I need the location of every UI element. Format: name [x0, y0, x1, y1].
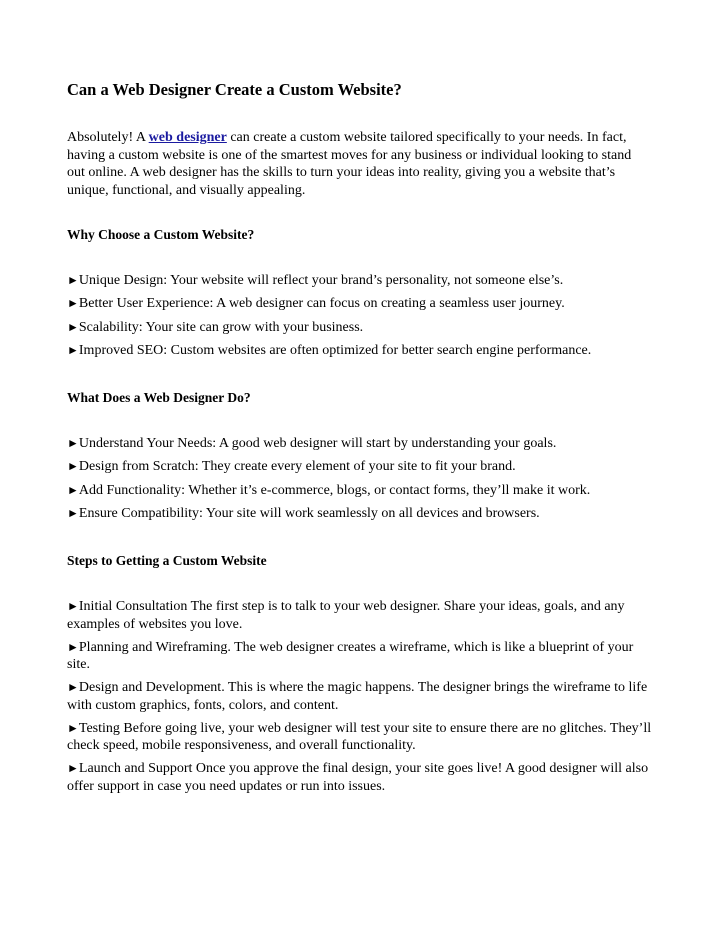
intro-text-after: can create a custom website tailored specifically to your needs. In fact, having a custom website is one of the smartest moves for any business or individual looking to stand out online. A web designer has the skills to turn your ideas into reality, giving you a website that’s unique, functional, and visually appealing. [67, 130, 632, 198]
list-item: ►Initial Consultation The first step is to talk to your web designer. Share your ideas, goals, and any examples of websites you love. [67, 599, 625, 632]
intro-paragraph [67, 129, 652, 199]
bullet-arrow-icon: ► [67, 342, 79, 357]
bullet-arrow-icon: ► [67, 319, 79, 334]
intro-text-before: Absolutely! A [67, 130, 149, 145]
why-custom-list [67, 272, 652, 365]
bullet-arrow-icon: ► [67, 505, 79, 520]
list-item: ►Add Functionality: Whether it’s e-commerce, blogs, or contact forms, they’ll make it work. [67, 482, 591, 498]
steps-list [67, 598, 652, 801]
bullet-arrow-icon: ► [67, 296, 79, 311]
list-item: ►Launch and Support Once you approve the final design, your site goes live! A good designer will also offer support in case you need updates or run into issues. [67, 761, 649, 794]
list-item: ►Scalability: Your site can grow with your business. [67, 319, 364, 335]
page-title: Can a Web Designer Create a Custom Website? [67, 80, 402, 99]
list-item: ►Design from Scratch: They create every element of your site to fit your brand. [67, 459, 516, 475]
bullet-arrow-icon: ► [67, 482, 79, 497]
bullet-arrow-icon: ► [67, 680, 79, 694]
section-heading-what-designer-does: What Does a Web Designer Do? [67, 390, 251, 405]
list-item: ►Testing Before going live, your web designer will test your site to ensure there are no glitches. They’ll check speed, mobile responsiveness, and overall functionality. [67, 720, 652, 753]
what-designer-does-list [67, 435, 652, 528]
bullet-arrow-icon: ► [67, 459, 79, 474]
list-item: ►Better User Experience: A web designer can focus on creating a seamless user journey. [67, 296, 565, 312]
list-item: ►Unique Design: Your website will reflect your brand’s personality, not someone else’s. [67, 273, 564, 288]
list-item: ►Improved SEO: Custom websites are often optimized for better search engine performance. [67, 342, 592, 358]
web-designer-link[interactable]: web designer [148, 130, 227, 145]
bullet-arrow-icon: ► [67, 436, 79, 450]
bullet-arrow-icon: ► [67, 720, 79, 735]
bullet-arrow-icon: ► [67, 639, 79, 654]
list-item: ►Planning and Wireframing. The web designer creates a wireframe, which is like a blueprint of your site. [67, 639, 634, 672]
bullet-arrow-icon: ► [67, 273, 79, 287]
bullet-arrow-icon: ► [67, 599, 79, 613]
list-item: ►Ensure Compatibility: Your site will work seamlessly on all devices and browsers. [67, 505, 540, 521]
list-item: ►Understand Your Needs: A good web designer will start by understanding your goals. [67, 436, 557, 451]
section-heading-why-custom: Why Choose a Custom Website? [67, 227, 255, 242]
section-heading-steps: Steps to Getting a Custom Website [67, 553, 267, 568]
list-item: ►Design and Development. This is where the magic happens. The designer brings the wireframe to life with custom graphics, fonts, colors, and content. [67, 680, 648, 713]
bullet-arrow-icon: ► [67, 761, 79, 775]
